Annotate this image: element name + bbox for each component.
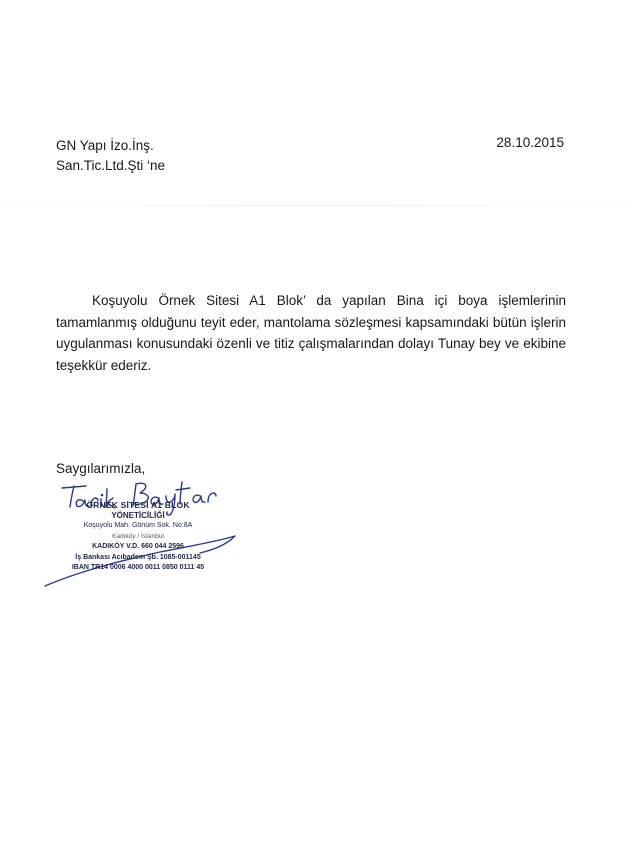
scan-artifact-line	[0, 205, 632, 206]
closing-salutation: Saygılarımızla,	[56, 461, 146, 476]
stamp-line-6: İş Bankası Acıbadem Şb. 1085-001145	[75, 553, 201, 561]
company-stamp	[48, 500, 228, 574]
stamp-line-3: Koşuyolu Mah. Gönüm Sok. No:8A	[83, 522, 193, 529]
recipient-line-1: GN Yapı İzo.İnş.	[56, 138, 154, 153]
stamp-line-5: KADIKÖY V.D. 660 044 2596	[92, 543, 184, 550]
stamp-line-1: ÖRNEK SİTESİ A1 BLOK	[86, 500, 190, 510]
signature-and-stamp	[40, 476, 260, 596]
stamp-line-4: Kadıköy / İstanbul	[112, 532, 164, 540]
letter-body: Koşuyolu Örnek Sitesi A1 Blok’ da yapılan Bina içi boya işlemlerinin tamamlanmış olduğunu teyit eder, mantolama sözleşmesi kapsamındaki bütün işlerin uygulanması konusundaki özenli ve titiz çalışmalarından dolayı Tunay bey ve ekibine teşekkür ederiz.	[56, 293, 566, 373]
letter-date: 28.10.2015	[496, 135, 564, 150]
recipient-line-2: San.Tic.Ltd.Şti ‘ne	[56, 158, 166, 173]
stamp-line-7: IBAN TR14 0006 4000 0011 0850 0111 45	[71, 564, 205, 571]
recipient-block	[56, 136, 165, 176]
stamp-line-2: YÖNETİCİLİĞİ	[111, 510, 165, 520]
